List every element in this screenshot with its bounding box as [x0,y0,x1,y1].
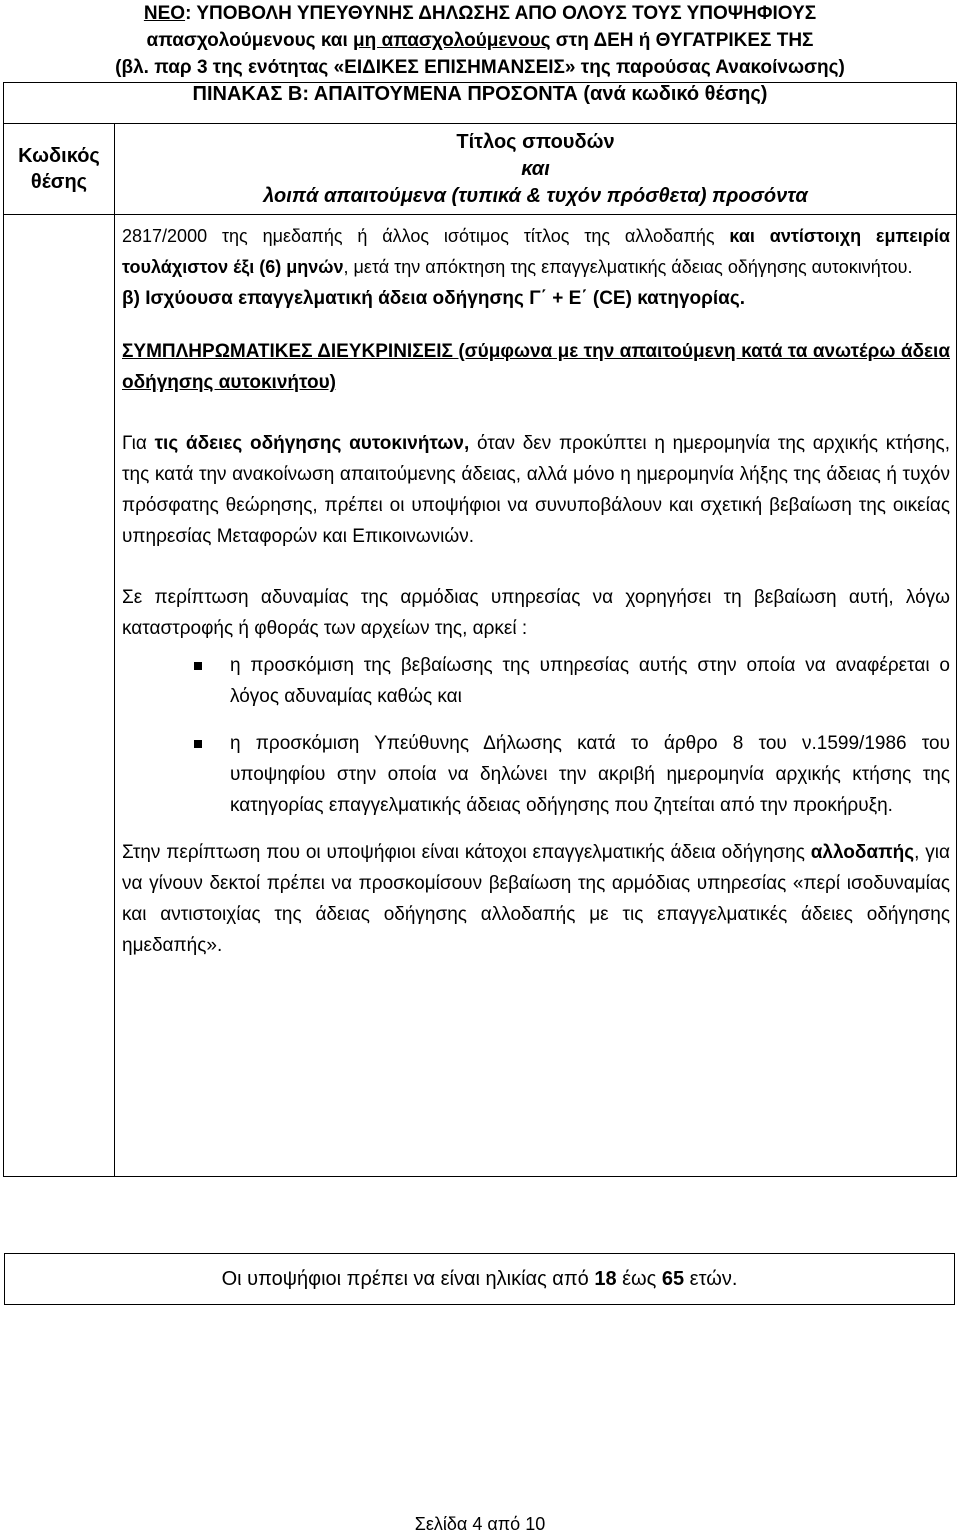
list-item [230,728,950,821]
bullet2-text: η προσκόμιση Υπεύθυνης Δήλωσης κατά το άρθρο 8 του ν.1599/1986 του υποψηφίου στην οποία να δηλώνει την ακριβή ημερομηνία αρχικής κτήσης της κατηγορίας επαγγελματικής άδειας οδήγησης που ζητείται από την προκήρυξη. [230,733,950,816]
col2-line1: Τίτλος σπουδών [456,130,615,153]
p6-c: , για να γίνουν δεκτοί πρέπει να προσκομίσουν βεβαίωση της αρμόδιας υπηρεσίας «περί ισοδυναμίας και αντιστοιχίας της άδειας οδήγησης αλλοδαπής με τις επαγγελματικές άδειες οδήγησης ημεδαπής». [122,842,951,956]
paragraph-license-date [122,428,950,552]
age-text-a: Οι υποψήφιοι πρέπει να είναι ηλικίας από [221,1268,595,1290]
qualifications-cell [115,215,957,1177]
p6-b: αλλοδαπής [810,842,915,863]
p1-a: 2817/2000 της ημεδαπής ή άλλος ισότιμος τίτλος της αλλοδαπής [122,226,730,246]
square-bullet-icon [194,662,202,670]
col1-line1: Κωδικός [18,145,100,167]
p4-b: τις άδειες οδήγησης αυτοκινήτων, [154,433,470,454]
column-header-qualifications [115,124,957,215]
table-title-row [4,83,957,124]
p1-b: και αντίστοιχη εμπειρία τουλάχιστον έξι (6) μηνών [122,226,950,277]
col2-line3: λοιπά απαιτούμενα (τυπικά & τυχόν πρόσθετα) προσόντα [263,184,808,207]
paragraph-foreign-license [122,837,950,961]
p4-c: όταν δεν προκύπτει η ημερομηνία της αρχικής κτήσης, της κατά την ανακοίνωση απαιτούμενης άδειας, αλλά μόνο η ημερομηνία λήξης της άδειας ή τυχόν πρόσφατης θεώρησης, πρέπει οι υποψήφιοι να συνυποβάλουν και σχετική βεβαίωση της οικείας υπηρεσίας Μεταφορών και Επικοινωνιών. [122,433,950,547]
column-header-position-code [4,124,115,215]
paragraph-inability: Σε περίπτωση αδυναμίας της αρμόδιας υπηρεσίας να χορηγήσει τη βεβαίωση αυτή, λόγω καταστροφής ή φθοράς των αρχείων της, αρκεί : [122,587,950,639]
header-line-2 [0,27,960,54]
age-text-c: ετών. [684,1268,738,1290]
col1-line2: θέσης [30,171,88,193]
paragraph-clarifications-heading: ΣΥΜΠΛΗΡΩΜΑΤΙΚΕΣ ΔΙΕΥΚΡΙΝΙΣΕΙΣ (σύμφωνα με την απαιτούμενη κατά τα ανωτέρω άδεια οδήγησης αυτοκινήτου) [122,341,950,393]
position-code-cell [4,215,115,1177]
header-line-1 [0,0,960,27]
paragraph-degree [122,221,950,283]
header-line-3: (βλ. παρ 3 της ενότητας «ΕΙΔΙΚΕΣ ΕΠΙΣΗΜΑΝΣΕΙΣ» της παρούσας Ανακοίνωσης) [115,57,845,78]
requirements-table [3,82,957,1177]
new-label: ΝΕΟ [143,3,186,24]
table-body-row [4,215,957,1177]
header-line-2-b: στη ΔΕΗ ή ΘΥΓΑΤΡΙΚΕΣ ΤΗΣ [550,30,814,51]
page-number: Σελίδα 4 από 10 [414,1514,546,1534]
table-title: ΠΙΝΑΚΑΣ Β: ΑΠΑΙΤΟΥΜΕΝΑ ΠΡΟΣΟΝΤΑ (ανά κωδικό θέσης) [4,83,957,124]
bullet1-text: η προσκόμιση της βεβαίωσης της υπηρεσίας αυτής στην οποία να αναφέρεται ο λόγος αδυναμίας καθώς και [230,655,950,707]
requirements-list [122,650,950,821]
header-line-2-underlined: μη απασχολούμενους [353,30,551,51]
p1-c: , μετά την απόκτηση της επαγγελματικής άδειας οδήγησης αυτοκινήτου. [343,257,913,277]
p6-a: Στην περίπτωση που οι υποψήφιοι είναι κάτοχοι επαγγελματικής άδεια οδήγησης [122,842,811,863]
header-line-2-a: απασχολούμενους και [146,30,354,51]
age-requirement-box [4,1253,955,1305]
age-max: 65 [661,1268,685,1290]
square-bullet-icon [194,740,202,748]
col2-line2: και [521,157,550,180]
p4-a: Για [122,433,155,454]
paragraph-license: β) Ισχύουσα επαγγελματική άδεια οδήγησης Γ΄ + Ε΄ (CE) κατηγορίας. [122,288,745,309]
document-header [0,0,960,81]
age-min: 18 [594,1268,617,1290]
age-text-b: έως [616,1268,662,1290]
header-line-1-text: : ΥΠΟΒΟΛΗ ΥΠΕΥΘΥΝΗΣ ΔΗΛΩΣΗΣ ΑΠΟ ΟΛΟΥΣ ΤΟΥΣ ΥΠΟΨΗΦΙΟΥΣ [185,3,817,24]
table-header-row [4,124,957,215]
list-item [230,650,950,712]
